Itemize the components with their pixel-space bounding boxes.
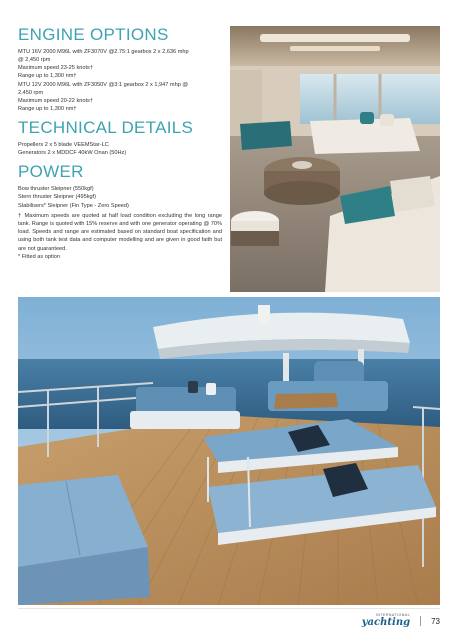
option-footnote: * Fitted as option	[18, 253, 60, 260]
page-footer	[362, 612, 440, 630]
engine-options-heading: ENGINE OPTIONS	[18, 25, 169, 44]
salon-photo	[230, 26, 440, 292]
spec-line: Generators 2 x MDDCF 40kW Onan (50Hz)	[18, 150, 127, 157]
spec-line: @ 2,450 rpm	[18, 56, 51, 63]
spec-line: Maximum speed 20-22 knots†	[18, 97, 93, 104]
engine-options-list	[18, 48, 222, 114]
spec-line: Propellers 2 x 5 blade VEEMStar-LC	[18, 142, 109, 148]
spec-line: MTU 16V 2000 M96L with ZF3070V @2.75:1 gearbox 2 x 2,636 mhp	[18, 48, 189, 55]
spec-line: Stern thruster Sleipner (495kgf)	[18, 194, 97, 201]
flybridge-photo	[18, 297, 440, 605]
footer-rule	[18, 608, 440, 609]
power-list	[18, 185, 222, 210]
power-heading: POWER	[18, 162, 84, 182]
technical-details-list	[18, 141, 222, 157]
logo-wordmark: yachting	[361, 616, 411, 628]
spec-line: Stabilisers* Sleipner (Fin Type - Zero Speed)	[18, 202, 129, 209]
page-number: 73	[431, 616, 440, 626]
logo-tagline: INTERNATIONAL	[375, 613, 411, 618]
spec-line: MTU 12V 2000 M96L with ZF3050V @3:1 gearbox 2 x 1,947 mhp @	[18, 81, 189, 88]
spec-line: Bow thruster Sleipner (550kgf)	[18, 186, 94, 193]
spec-line: Range up to 1,300 nm†	[18, 73, 77, 80]
footnotes	[18, 212, 222, 261]
footer-divider	[420, 616, 421, 626]
spec-line: Maximum speed 23-25 knots†	[18, 65, 93, 72]
salon-illustration	[230, 26, 440, 292]
magazine-logo	[362, 614, 410, 628]
speed-range-footnote: † Maximum speeds are quoted at half load condition excluding the long range tank. Range is quoted with 15% reserve and with one generator operating @ 70% load. Speeds and range are estimated based on standard boat specification and using both tank test data and computer modelling and are given in good faith but are not guaranteed.	[18, 212, 222, 252]
flybridge-illustration	[18, 297, 440, 605]
spec-line: 2,450 rpm	[18, 89, 44, 96]
spec-line: Range up to 1,300 nm†	[18, 106, 77, 113]
specifications-column	[18, 26, 222, 261]
technical-details-heading: TECHNICAL DETAILS	[18, 118, 194, 138]
